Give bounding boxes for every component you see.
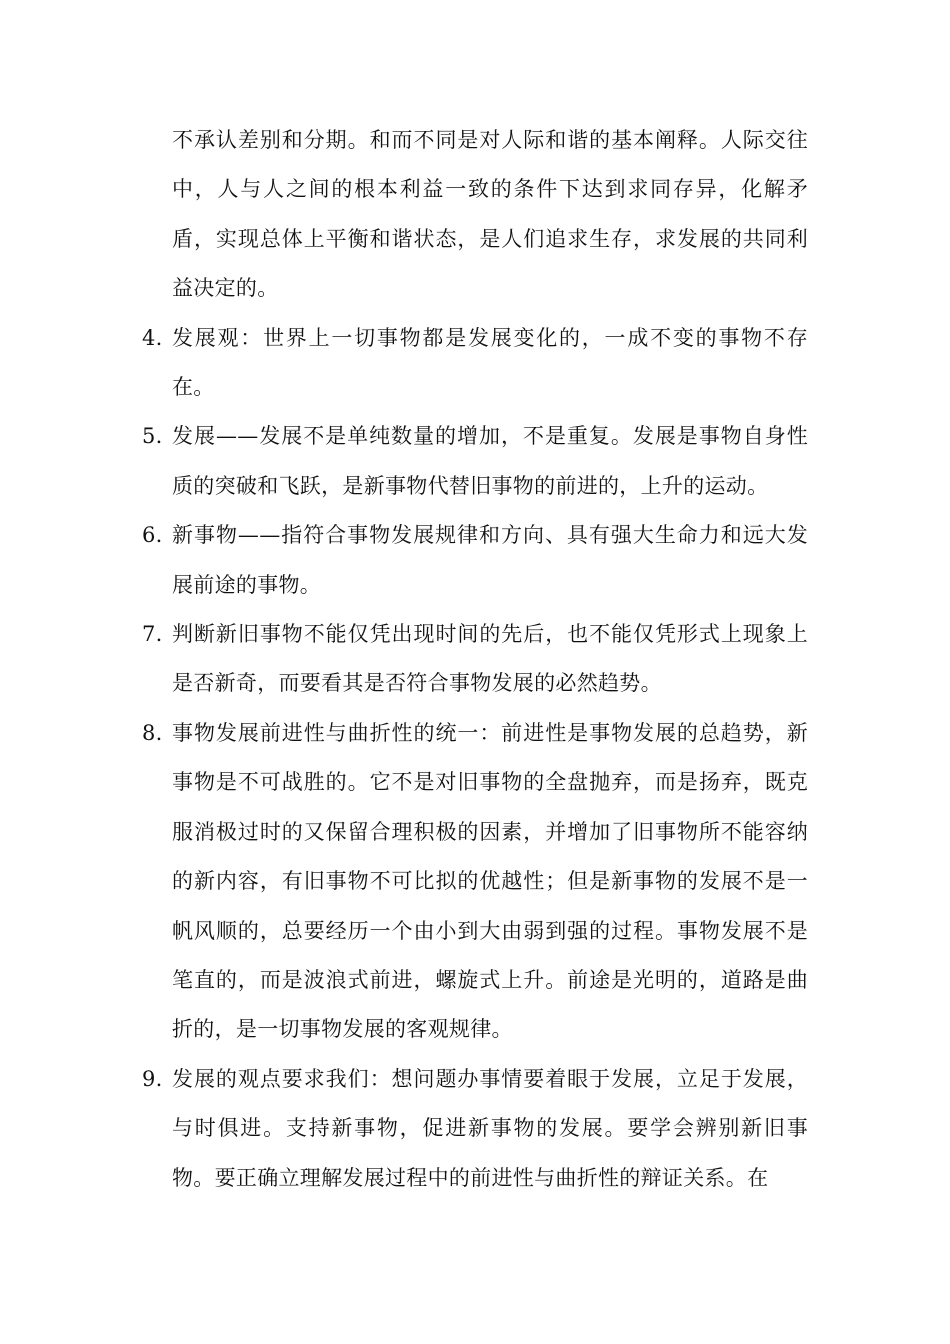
paragraph-text: 发展观：世界上一切事物都是发展变化的，一成不变的事物不存在。: [172, 325, 808, 400]
list-item-9: [142, 1055, 808, 1203]
list-number: 8.: [142, 720, 163, 745]
list-item-8: [142, 709, 808, 1055]
paragraph-text: 发展——发展不是单纯数量的增加，不是重复。发展是事物自身性质的突破和飞跃，是新事物代替旧事物的前进的，上升的运动。: [172, 424, 808, 498]
paragraph-text: 事物发展前进性与曲折性的统一：前进性是事物发展的总趋势，新事物是不可战胜的。它不是对旧事物的全盘抛弃，而是扬弃，既克服消极过时的又保留合理积极的因素，并增加了旧事物所不能容纳的新内容，有旧事物不可比拟的优越性；但是新事物的发展不是一帆风顺的，总要经历一个由小到大由弱到强的过程。事物发展不是笔直的，而是波浪式前进，螺旋式上升。前途是光明的，道路是曲折的，是一切事物发展的客观规律。: [172, 720, 808, 1042]
paragraph-text: 判断新旧事物不能仅凭出现时间的先后，也不能仅凭形式上现象上是否新奇，而要看其是否符合事物发展的必然趋势。: [172, 622, 808, 696]
list-number: 7.: [142, 622, 163, 647]
list-number: 4.: [142, 325, 163, 350]
paragraph-text: 新事物——指符合事物发展规律和方向、具有强大生命力和远大发展前途的事物。: [172, 523, 808, 597]
paragraph-text: 发展的观点要求我们：想问题办事情要着眼于发展，立足于发展，与时俱进。支持新事物，促进新事物的发展。要学会辨别新旧事物。要正确立理解发展过程中的前进性与曲折性的辩证关系。在: [172, 1066, 808, 1190]
list-number: 9.: [142, 1066, 163, 1091]
list-item-6: [142, 511, 808, 610]
paragraph-continuation: [172, 116, 808, 314]
list-number: 6.: [142, 523, 163, 548]
list-item-5: [142, 412, 808, 511]
document-body: [142, 116, 808, 1203]
list-number: 5.: [142, 424, 163, 449]
list-item-4: [142, 314, 808, 413]
paragraph-text: 不承认差别和分期。和而不同是对人际和谐的基本阐释。人际交往中，人与人之间的根本利益一致的条件下达到求同存异，化解矛盾，实现总体上平衡和谐状态，是人们追求生存，求发展的共同利益决定的。: [172, 128, 808, 301]
list-item-7: [142, 610, 808, 709]
